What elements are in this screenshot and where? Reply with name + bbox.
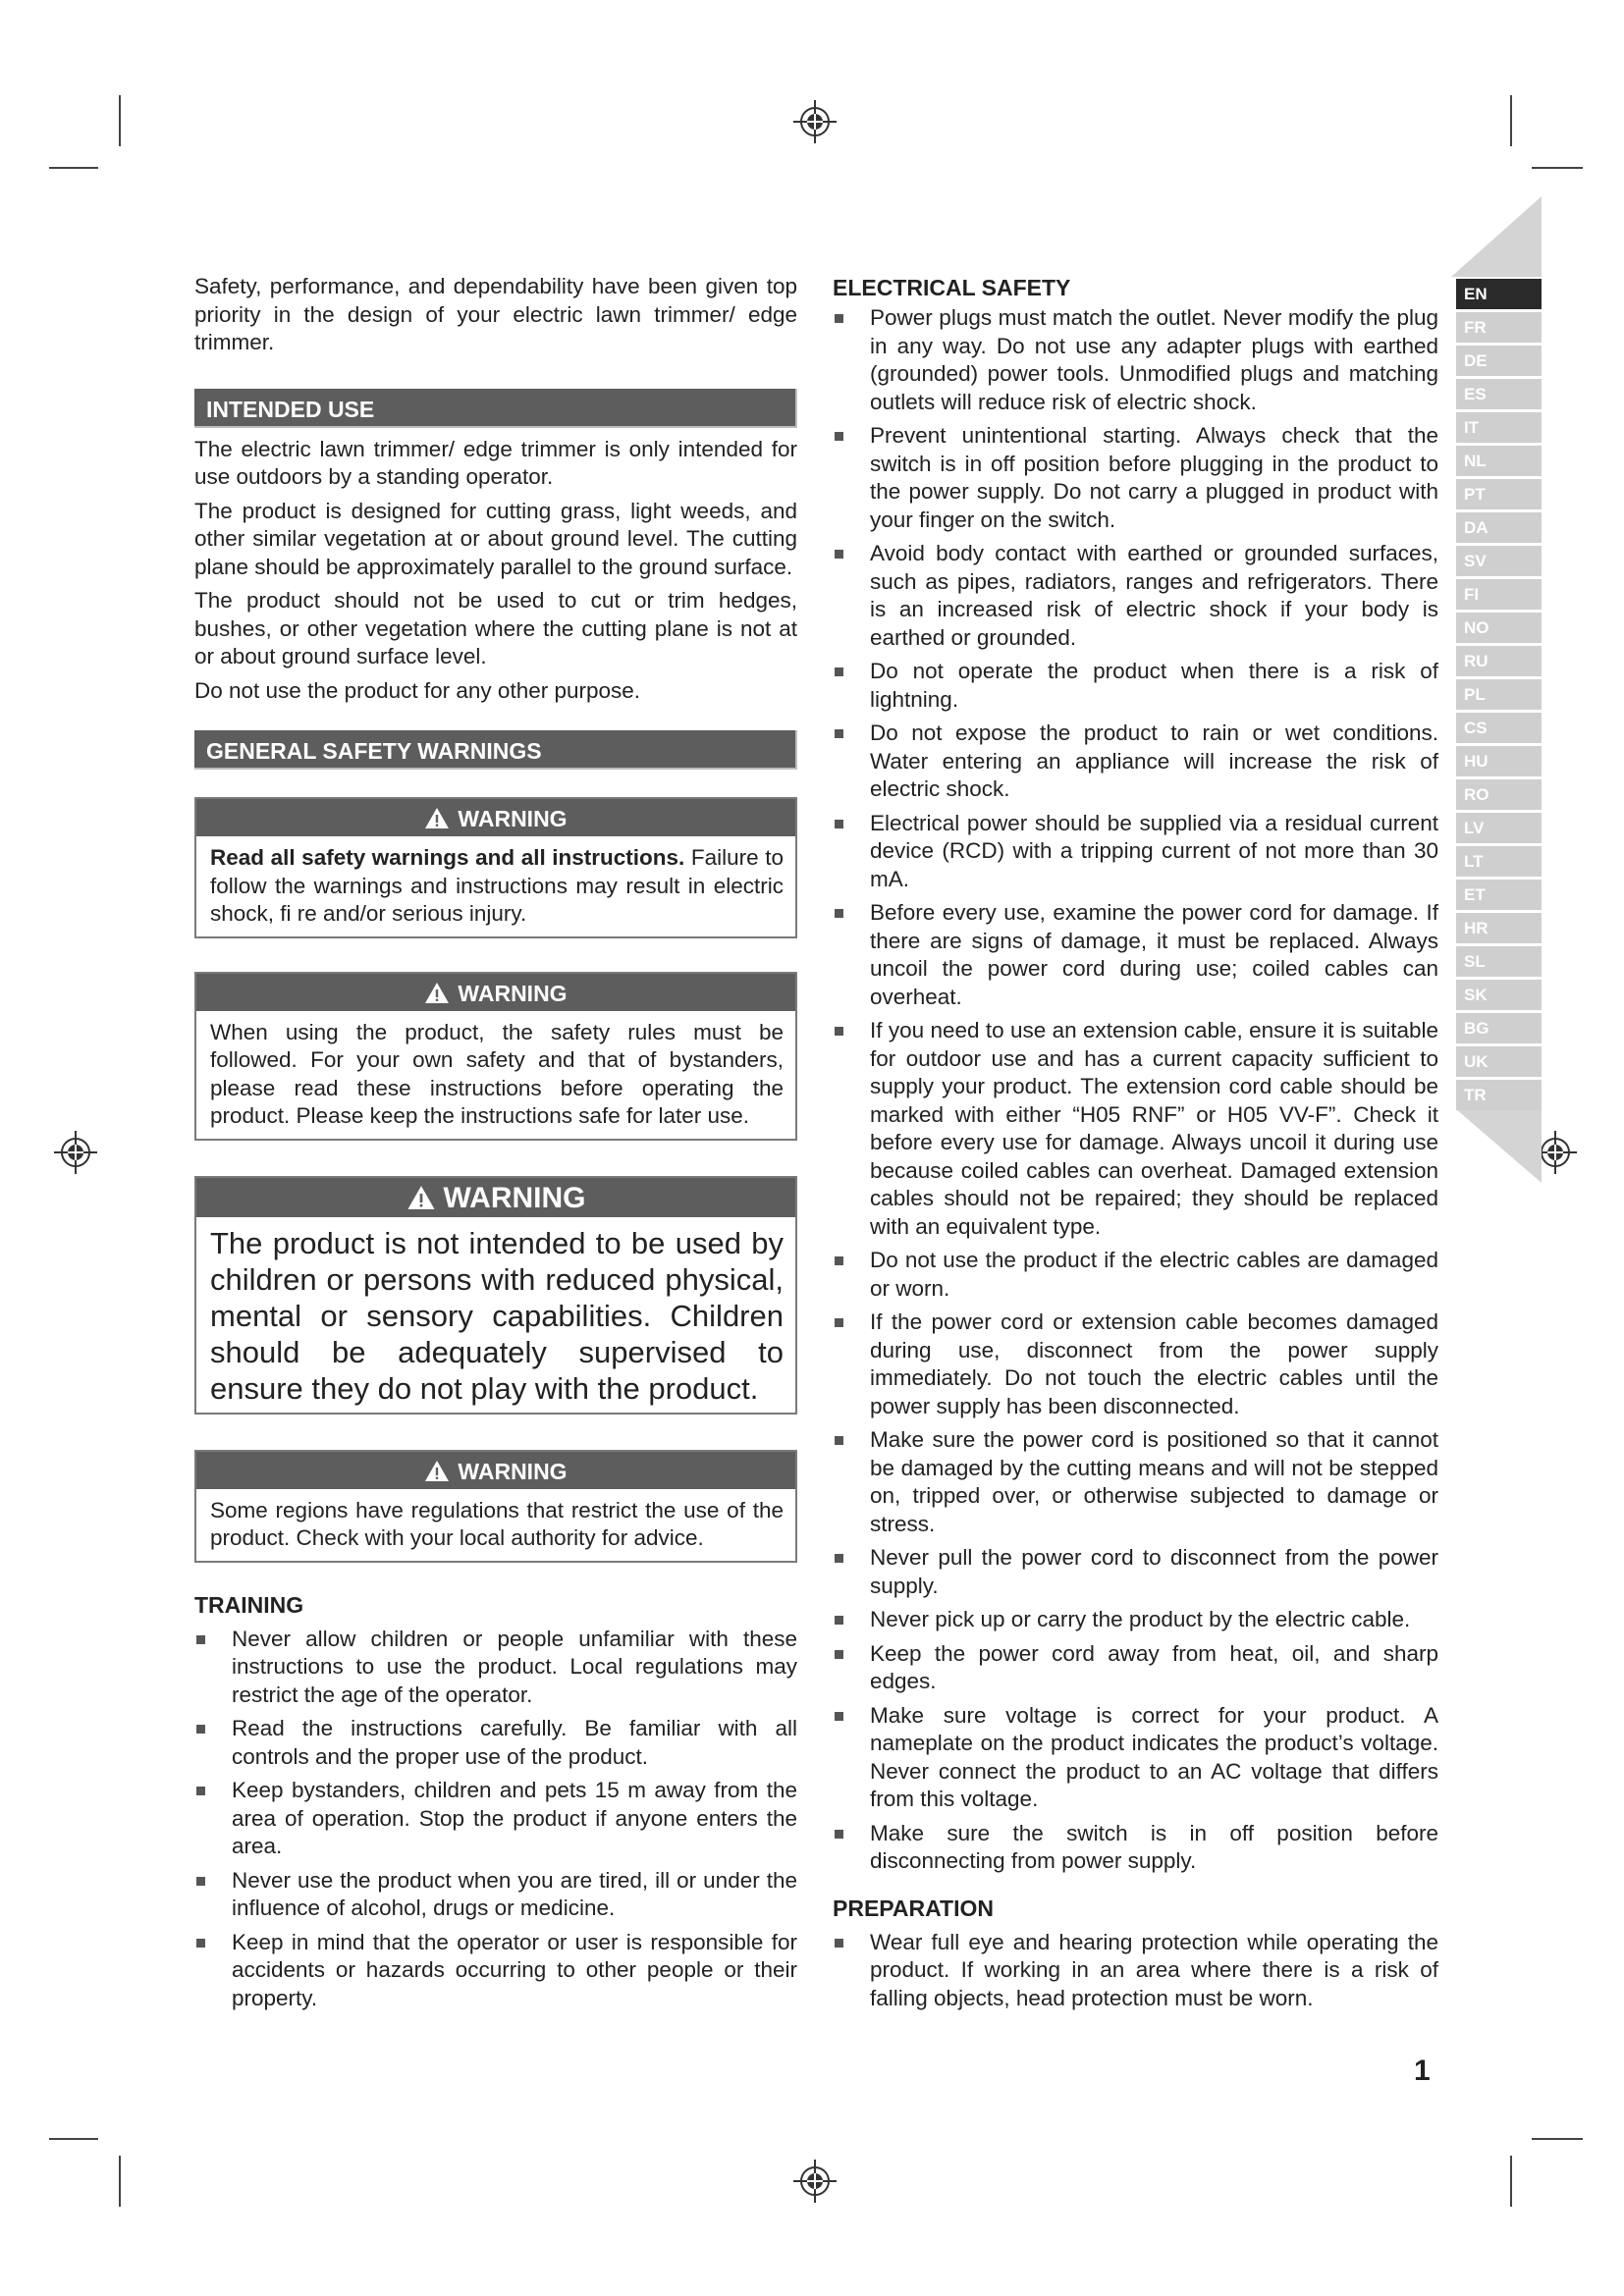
crop-mark bbox=[119, 2156, 121, 2207]
list-item: Wear full eye and hearing protection while operating the product. If working in an area where there is a risk of falling objects, head protection must be worn. bbox=[833, 1929, 1438, 2013]
language-tab-fr[interactable]: FR bbox=[1456, 312, 1542, 343]
list-item: If you need to use an extension cable, ensure it is suitable for outdoor use and has a current capacity sufficient to supply your product. The extension cord cable should be marked with either “H05 RNF” or H05 VV-F”. Check it before every use for damage. Always uncoil it during use because coiled cables can overheat. Damaged extension cables should not be repaired; they should be replaced with an equivalent type. bbox=[833, 1017, 1438, 1241]
warning-box bbox=[194, 972, 797, 1141]
warning-text: When using the product, the safety rules must be followed. For your own safety and that of bystanders, please read these instructions before operating the product. Please keep the instructions safe for later use. bbox=[210, 1019, 784, 1128]
language-tab-sl[interactable]: SL bbox=[1456, 946, 1542, 977]
warning-triangle-icon bbox=[406, 1185, 436, 1210]
crop-mark bbox=[1532, 167, 1583, 169]
warning-bold-text: Read all safety warnings and all instructions. bbox=[210, 845, 685, 870]
warning-box bbox=[194, 1450, 797, 1563]
language-tab-top-triangle bbox=[1451, 196, 1542, 277]
electrical-safety-heading: ELECTRICAL SAFETY bbox=[833, 275, 1071, 300]
list-item: Never pick up or carry the product by the electric cable. bbox=[833, 1606, 1438, 1634]
intro-paragraph: Safety, performance, and dependability have been given top priority in the design of your electric lawn trimmer/ edge trimmer. bbox=[194, 274, 797, 354]
list-item: Keep in mind that the operator or user is responsible for accidents or hazards occurring to other people or their property. bbox=[194, 1929, 797, 2013]
list-item: Make sure voltage is correct for your product. A nameplate on the product indicates the product’s voltage. Never connect the product to an AC voltage that differs from this voltage. bbox=[833, 1702, 1438, 1814]
intended-use-heading: INTENDED USE bbox=[194, 389, 797, 428]
list-item: Never use the product when you are tired, ill or under the influence of alcohol, drugs or medicine. bbox=[194, 1867, 797, 1923]
warning-header bbox=[196, 1178, 795, 1217]
language-tab-tr[interactable]: TR bbox=[1456, 1080, 1542, 1110]
page-number: 1 bbox=[1414, 2055, 1431, 2087]
language-tab-lt[interactable]: LT bbox=[1456, 846, 1542, 877]
language-tab-hr[interactable]: HR bbox=[1456, 913, 1542, 943]
warning-text bbox=[196, 836, 795, 936]
intended-use-paragraph: The product should not be used to cut or trim hedges, bushes, or other vegetation where the cutting plane is not at or about ground surface level. bbox=[194, 588, 797, 668]
electrical-safety-list bbox=[833, 304, 1438, 1876]
crop-mark bbox=[119, 95, 121, 146]
crop-mark bbox=[49, 167, 98, 169]
warning-label: WARNING bbox=[458, 806, 568, 831]
list-item: Prevent unintentional starting. Always check that the switch is in off position before plugging in the product to the power supply. Do not carry a plugged in product with your finger on the switch. bbox=[833, 422, 1438, 534]
list-item: Before every use, examine the power cord for damage. If there are signs of damage, it must be replaced. Always uncoil the power cord during use; coiled cables can overheat. bbox=[833, 899, 1438, 1011]
list-item: Keep bystanders, children and pets 15 m away from the area of operation. Stop the product if anyone enters the area. bbox=[194, 1777, 797, 1861]
intended-use-paragraph: The electric lawn trimmer/ edge trimmer is only intended for use outdoors by a standing operator. bbox=[194, 436, 797, 489]
language-tab-sk[interactable]: SK bbox=[1456, 980, 1542, 1010]
language-tab-nl[interactable]: NL bbox=[1456, 446, 1542, 476]
list-item: If the power cord or extension cable becomes damaged during use, disconnect from the power supply immediately. Do not touch the electric cables until the power supply has been disconnected. bbox=[833, 1308, 1438, 1420]
warning-triangle-icon bbox=[424, 1460, 450, 1482]
language-tab-fi[interactable]: FI bbox=[1456, 579, 1542, 610]
preparation-heading: PREPARATION bbox=[833, 1895, 994, 1921]
registration-mark-icon bbox=[793, 100, 837, 143]
warning-text: The product is not intended to be used by children or persons with reduced physical, mental or sensory capabilities. Children should be adequately supervised to ensure they do not play with the product. bbox=[210, 1225, 784, 1406]
warning-label: WARNING bbox=[443, 1181, 586, 1214]
language-tabs bbox=[1456, 279, 1542, 1113]
warning-header bbox=[196, 799, 795, 836]
language-tab-it[interactable]: IT bbox=[1456, 412, 1542, 443]
language-tab-ru[interactable]: RU bbox=[1456, 646, 1542, 676]
intended-use-paragraph: Do not use the product for any other purpose. bbox=[194, 677, 641, 703]
list-item: Do not expose the product to rain or wet conditions. Water entering an appliance will increase the risk of electric shock. bbox=[833, 720, 1438, 804]
warning-body-text: Failure to follow the warnings and instructions may result in electric shock, fi re and/or serious injury. bbox=[210, 845, 784, 926]
language-tab-pt[interactable]: PT bbox=[1456, 479, 1542, 509]
list-item: Do not use the product if the electric cables are damaged or worn. bbox=[833, 1247, 1438, 1303]
language-tab-sv[interactable]: SV bbox=[1456, 546, 1542, 576]
right-column bbox=[833, 273, 1438, 2018]
language-tab-pl[interactable]: PL bbox=[1456, 679, 1542, 710]
list-item: Read the instructions carefully. Be familiar with all controls and the proper use of the product. bbox=[194, 1715, 797, 1771]
intended-use-paragraph: The product is designed for cutting grass, light weeds, and other similar vegetation at or about ground level. The cutting plane should be approximately parallel to the ground surface. bbox=[194, 498, 797, 579]
language-tab-es[interactable]: ES bbox=[1456, 379, 1542, 409]
warning-text: Some regions have regulations that restrict the use of the product. Check with your local authority for advice. bbox=[210, 1497, 784, 1550]
language-tab-da[interactable]: DA bbox=[1456, 512, 1542, 543]
warning-label: WARNING bbox=[458, 1458, 568, 1484]
list-item: Make sure the switch is in off position before disconnecting from power supply. bbox=[833, 1820, 1438, 1876]
registration-mark-icon bbox=[793, 2160, 837, 2203]
list-item: Make sure the power cord is positioned so that it cannot be damaged by the cutting means and will not be stepped on, tripped over, or otherwise subjected to damage or stress. bbox=[833, 1426, 1438, 1538]
language-tab-de[interactable]: DE bbox=[1456, 346, 1542, 376]
language-tab-en[interactable]: EN bbox=[1456, 279, 1542, 309]
language-tab-ro[interactable]: RO bbox=[1456, 779, 1542, 810]
list-item: Never pull the power cord to disconnect from the power supply. bbox=[833, 1544, 1438, 1600]
list-item: Never allow children or people unfamiliar with these instructions to use the product. Local regulations may restrict the age of the operator. bbox=[194, 1626, 797, 1710]
list-item: Avoid body contact with earthed or grounded surfaces, such as pipes, radiators, ranges and refrigerators. There is an increased risk of electric shock if your body is earthed or grounded. bbox=[833, 540, 1438, 652]
language-tab-lv[interactable]: LV bbox=[1456, 813, 1542, 843]
left-column bbox=[194, 273, 797, 2018]
language-tab-bottom-triangle bbox=[1456, 1109, 1542, 1183]
language-tab-hu[interactable]: HU bbox=[1456, 746, 1542, 776]
crop-mark bbox=[1532, 2138, 1583, 2140]
warning-header bbox=[196, 1452, 795, 1489]
language-tab-uk[interactable]: UK bbox=[1456, 1046, 1542, 1077]
list-item: Electrical power should be supplied via a residual current device (RCD) with a tripping current of not more than 30 mA. bbox=[833, 810, 1438, 894]
warning-triangle-icon bbox=[424, 982, 450, 1004]
language-tab-et[interactable]: ET bbox=[1456, 880, 1542, 910]
warning-box bbox=[194, 797, 797, 938]
warning-triangle-icon bbox=[424, 807, 450, 829]
list-item: Do not operate the product when there is a risk of lightning. bbox=[833, 658, 1438, 714]
preparation-list bbox=[833, 1929, 1438, 2013]
training-list bbox=[194, 1626, 797, 2013]
warning-label: WARNING bbox=[458, 980, 568, 1006]
list-item: Power plugs must match the outlet. Never modify the plug in any way. Do not use any adapter plugs with earthed (grounded) power tools. Unmodified plugs and matching outlets will reduce risk of electric shock. bbox=[833, 304, 1438, 416]
language-tab-cs[interactable]: CS bbox=[1456, 713, 1542, 743]
language-tab-bg[interactable]: BG bbox=[1456, 1013, 1542, 1043]
crop-mark bbox=[1510, 95, 1512, 146]
crop-mark bbox=[49, 2138, 98, 2140]
language-tab-no[interactable]: NO bbox=[1456, 613, 1542, 643]
crop-mark bbox=[1510, 2156, 1512, 2207]
warning-box-large bbox=[194, 1176, 797, 1415]
registration-mark-icon bbox=[54, 1131, 97, 1174]
warning-header bbox=[196, 974, 795, 1011]
list-item: Keep the power cord away from heat, oil, and sharp edges. bbox=[833, 1640, 1438, 1696]
general-safety-heading: GENERAL SAFETY WARNINGS bbox=[194, 730, 797, 770]
training-heading: TRAINING bbox=[194, 1591, 304, 1618]
